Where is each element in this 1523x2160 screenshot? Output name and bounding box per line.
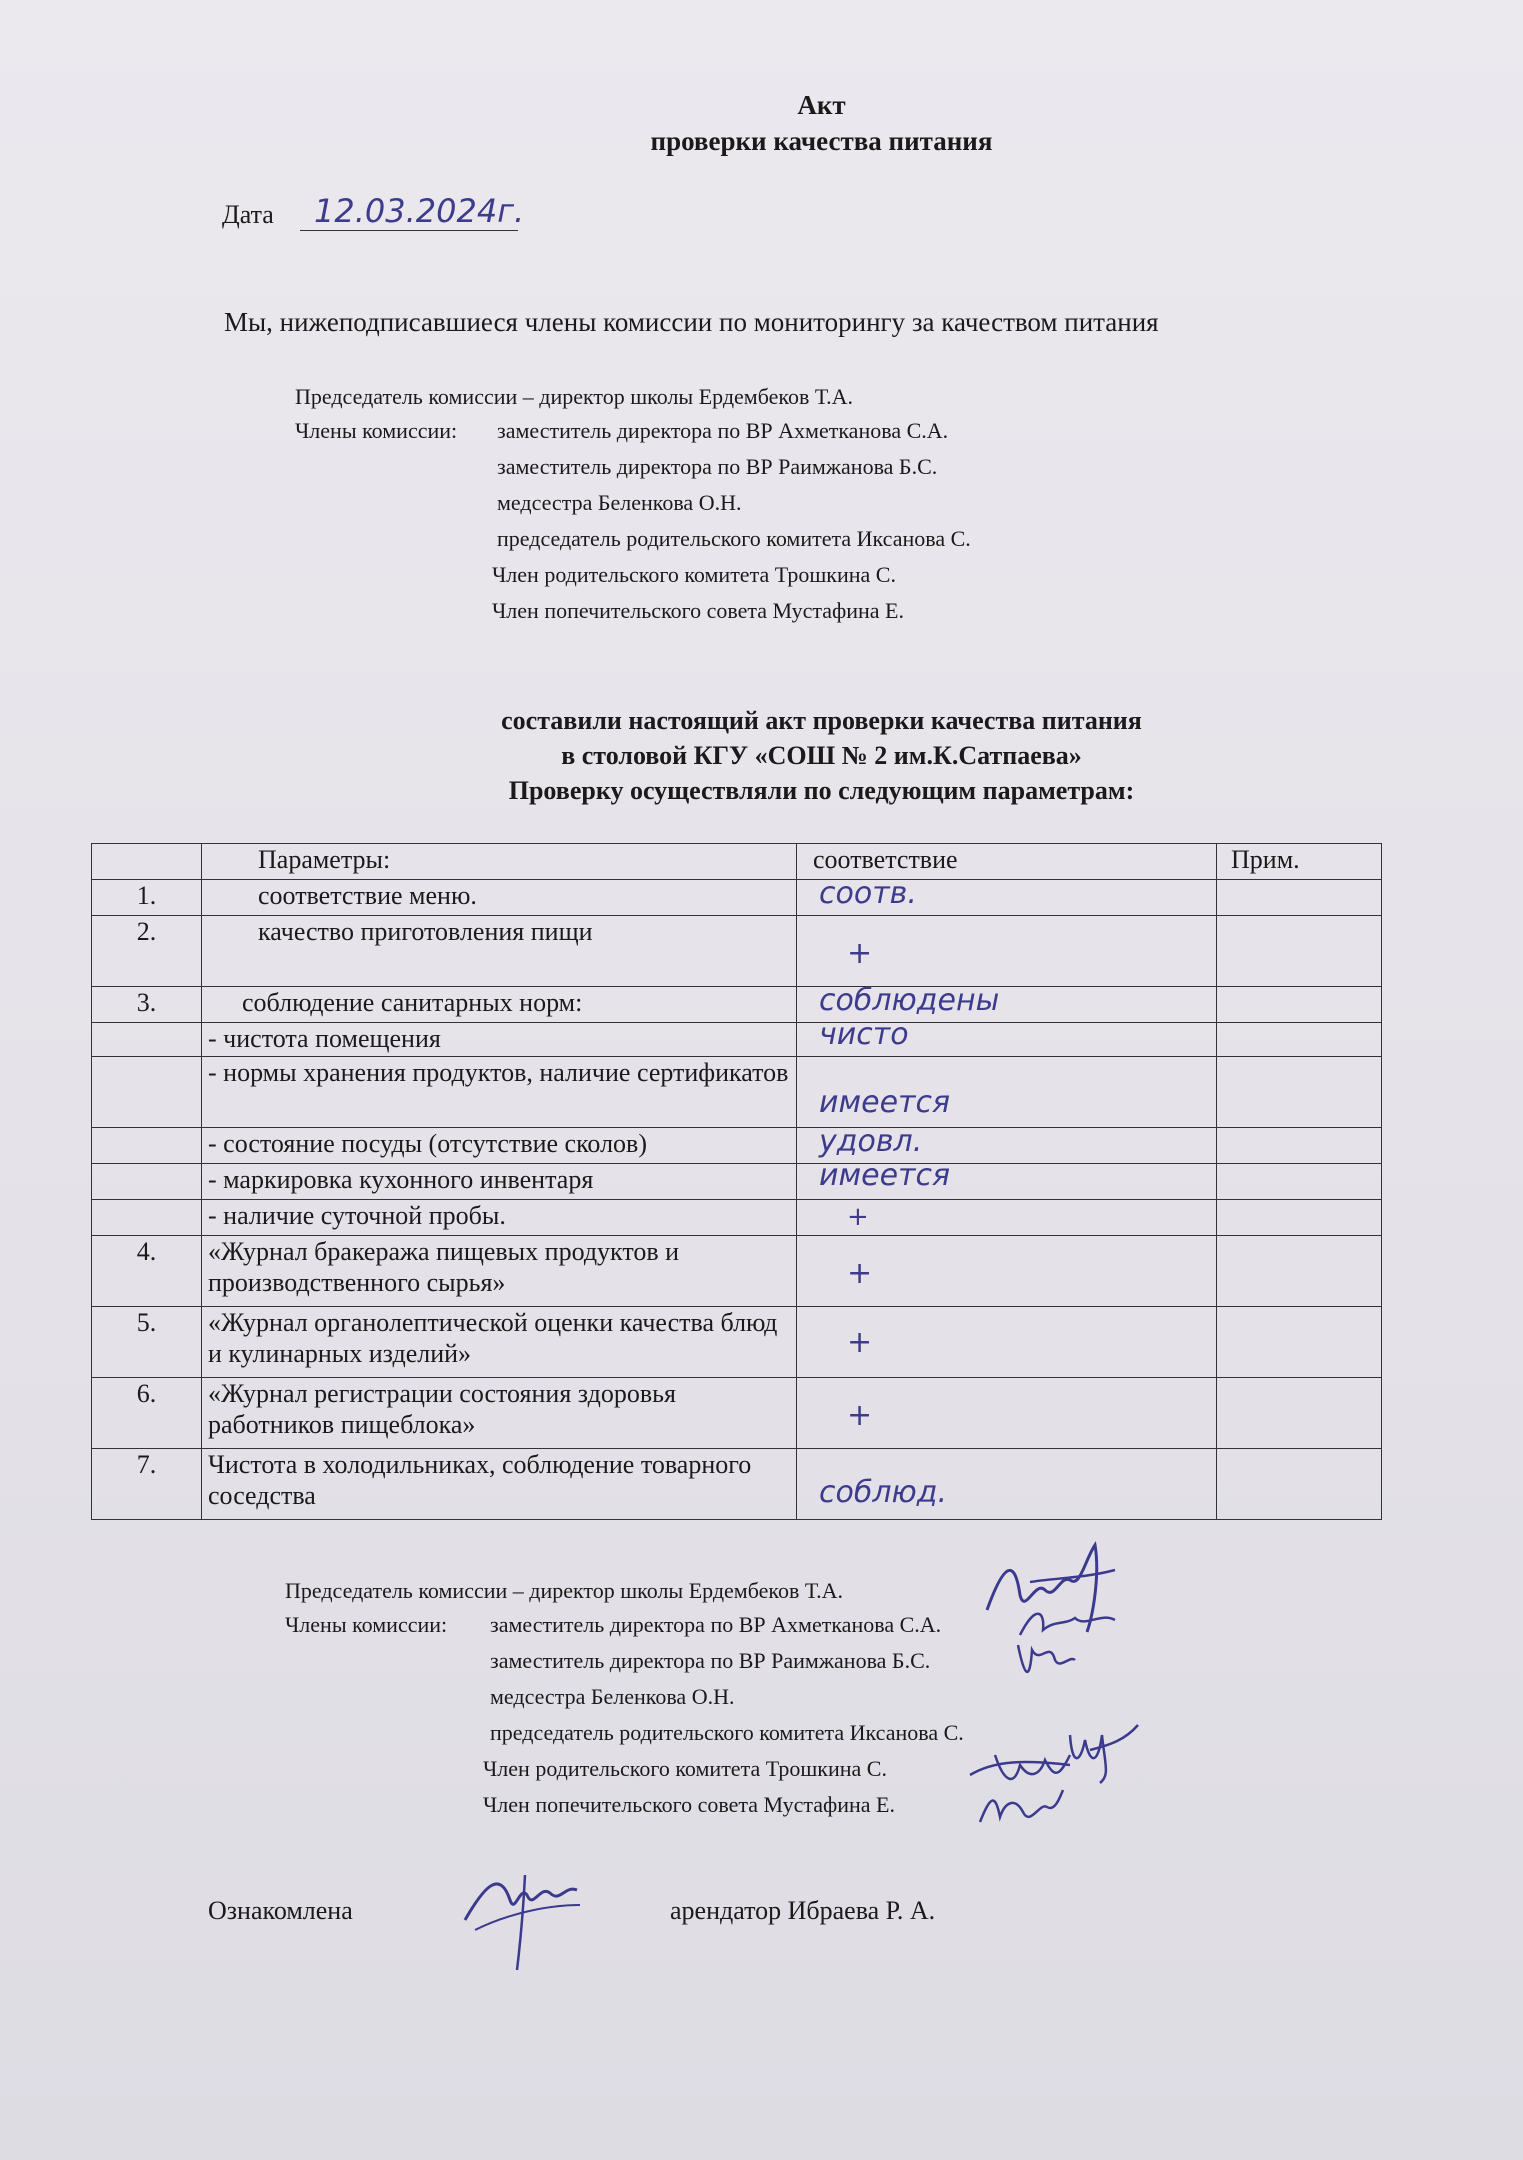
table-row: 5. «Журнал органолептической оценки качества блюд и кулинарных изделий» + [92,1307,1382,1378]
handwritten-value: + [847,936,873,971]
table-row: - чистота помещения чисто [92,1023,1382,1057]
compiled-line1: составили настоящий акт проверки качества питания [501,706,1142,735]
handwritten-value: имеется [819,1085,951,1120]
members-label-bottom: Члены комиссии: [285,1612,448,1637]
handwritten-value: удовл. [819,1124,923,1159]
date-value: 12.03.2024г. [300,192,518,231]
tenant-line: арендатор Ибраева Р. А. [670,1896,936,1925]
compiled-line2: в столовой КГУ «СОШ № 2 им.К.Сатпаева» [561,741,1082,770]
table-row: 1. соответствие меню. соотв. [92,880,1382,916]
header-parameters: Параметры: [202,844,797,880]
signature-member2-icon [1010,1635,1080,1685]
handwritten-value: + [847,1202,869,1232]
date-label: Дата [222,200,274,229]
member-2-bottom: заместитель директора по ВР Раимжанова Б.С. [490,1648,931,1673]
table-row: - наличие суточной пробы. + [92,1200,1382,1236]
doc-title-line2: проверки качества питания [650,126,993,156]
table-row: 6. «Журнал регистрации состояния здоровья работников пищеблока» + [92,1378,1382,1449]
member-6: Член попечительского совета Мустафина Е. [492,598,904,623]
handwritten-value: чисто [819,1017,909,1052]
handwritten-value: соблюдены [819,983,1000,1018]
table-header-row [92,844,1382,880]
table-row: 7. Чистота в холодильниках, соблюдение товарного соседства соблюд. [92,1449,1382,1520]
handwritten-value: имеется [819,1158,951,1193]
table-row: - маркировка кухонного инвентаря имеется [92,1164,1382,1200]
parameters-table [91,843,1382,1520]
table-row: - состояние посуды (отсутствие сколов) удовл. [92,1128,1382,1164]
handwritten-value: соотв. [819,876,917,911]
compiled-line3: Проверку осуществляли по следующим параметрам: [508,776,1135,805]
member-1-bottom: заместитель директора по ВР Ахметканова С.А. [490,1612,942,1637]
table-row: 4. «Журнал бракеража пищевых продуктов и производственного сырья» + [92,1236,1382,1307]
signature-member6-icon [975,1782,1065,1842]
members-label: Члены комиссии: [295,418,458,443]
chair-line-bottom: Председатель комиссии – директор школы Ердембеков Т.А. [285,1578,843,1603]
member-5-bottom: Член родительского комитета Трошкина С. [483,1756,887,1781]
handwritten-value: + [847,1256,873,1291]
header-notes: Прим. [1217,844,1382,880]
intro-text: Мы, нижеподписавшиеся члены комиссии по мониторингу за качеством питания [224,307,1159,337]
member-4: председатель родительского комитета Иксанова С. [497,526,971,551]
member-6-bottom: Член попечительского совета Мустафина Е. [483,1792,895,1817]
member-4-bottom: председатель родительского комитета Иксанова С. [490,1720,964,1745]
table-row: 3. соблюдение санитарных норм: соблюдены [92,987,1382,1023]
member-3-bottom: медсестра Беленкова О.Н. [490,1684,735,1709]
handwritten-value: + [847,1325,873,1360]
member-3: медсестра Беленкова О.Н. [497,490,742,515]
doc-title-line1: Акт [797,90,846,120]
table-row: - нормы хранения продуктов, наличие сертификатов имеется [92,1057,1382,1128]
table-row: 2. качество приготовления пищи + [92,916,1382,987]
chair-line: Председатель комиссии – директор школы Ердембеков Т.А. [295,384,853,409]
header-compliance: соответствие [797,844,1217,880]
handwritten-value: + [847,1398,873,1433]
member-2: заместитель директора по ВР Раимжанова Б.С. [497,454,938,479]
signature-tenant-icon [455,1855,585,1975]
member-5: Член родительского комитета Трошкина С. [492,562,896,587]
member-1: заместитель директора по ВР Ахметканова С.А. [497,418,949,443]
acknowledged-label: Ознакомлена [208,1896,353,1925]
handwritten-value: соблюд. [819,1475,948,1510]
